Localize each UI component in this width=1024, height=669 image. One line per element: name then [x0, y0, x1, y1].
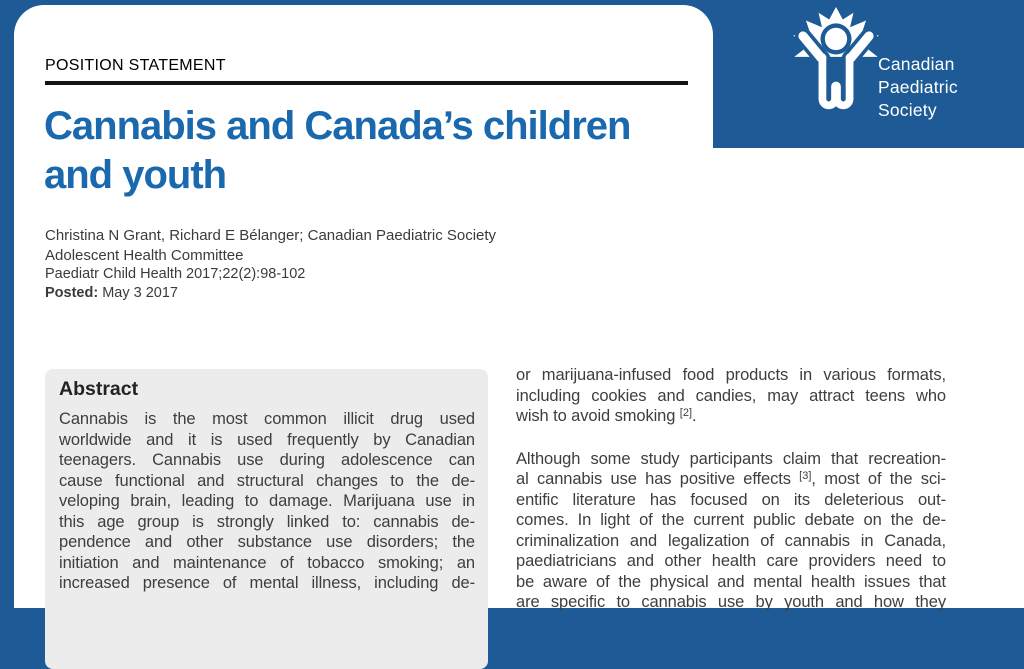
- text-line: entific literature has focused on its deleterious out-: [516, 490, 946, 509]
- article-meta: [45, 226, 496, 302]
- org-name-line: Paediatric: [878, 77, 958, 97]
- document-type-kicker: POSITION STATEMENT: [45, 57, 226, 74]
- posted-line: [45, 284, 496, 303]
- body-paragraph: [516, 449, 946, 613]
- text-line: paediatricians and other health care providers need to: [516, 552, 946, 570]
- abstract-box: [45, 369, 488, 669]
- text-line: Cannabis is the most common illicit drug used: [59, 410, 475, 428]
- abstract-text: [59, 409, 475, 594]
- reference-marker: [3]: [799, 470, 812, 482]
- text-line: pendence and other substance use disorders; the: [59, 533, 475, 551]
- header-divider-rule: [45, 81, 688, 85]
- cps-logo-block: [713, 0, 1024, 148]
- text-line: worldwide and it is used frequently by Canadian: [59, 430, 475, 449]
- text-line: veloping brain, leading to damage. Marijuana use in: [59, 492, 475, 510]
- text-line: including cookies and candies, may attract teens who: [516, 386, 946, 405]
- committee-line: Adolescent Health Committee: [45, 246, 244, 264]
- cps-org-name: [878, 53, 958, 122]
- citation-line: Paediatr Child Health 2017;22(2):98-102: [45, 266, 306, 282]
- authors-line: Christina N Grant, Richard E Bélanger; Canadian Paediatric Society: [45, 227, 497, 244]
- text-line: teenagers. Cannabis use during adolescence can: [59, 451, 475, 469]
- article-title-line: Cannabis and Canada’s children: [44, 104, 631, 148]
- body-column: [516, 365, 946, 613]
- text-line: Although some study participants claim that recreation-: [516, 449, 946, 468]
- body-paragraph: [516, 365, 946, 427]
- text-line: wish to avoid smoking [2].: [516, 407, 697, 425]
- text-line: are specific to cannabis use by youth and how they: [516, 593, 946, 611]
- org-name-line: Society: [878, 100, 937, 120]
- text-line: al cannabis use has positive effects [3], most of the sci-: [516, 470, 946, 488]
- posted-label: Posted:: [45, 284, 99, 301]
- abstract-heading: Abstract: [59, 378, 139, 400]
- article-title: [44, 102, 630, 200]
- text-line: initiation and maintenance of tobacco smoking; an: [59, 553, 475, 572]
- article-title-line: and youth: [44, 153, 227, 197]
- posted-date: May 3 2017: [98, 284, 178, 301]
- reference-marker: [2]: [679, 407, 693, 419]
- text-line: increased presence of mental illness, including de-: [59, 574, 475, 592]
- org-name-line: Canadian: [878, 54, 955, 74]
- child-mapleleaf-icon: [789, 5, 883, 133]
- text-line: be aware of the physical and mental health issues that: [516, 572, 946, 591]
- text-line: or marijuana-infused food products in various formats,: [516, 366, 946, 384]
- text-line: cause functional and structural changes to the de-: [59, 471, 475, 490]
- text-line: comes. In light of the current public debate on the de-: [516, 511, 946, 529]
- text-line: this age group is strongly linked to: cannabis de-: [59, 512, 475, 531]
- text-line: criminalization and legalization of cannabis in Canada,: [516, 531, 946, 550]
